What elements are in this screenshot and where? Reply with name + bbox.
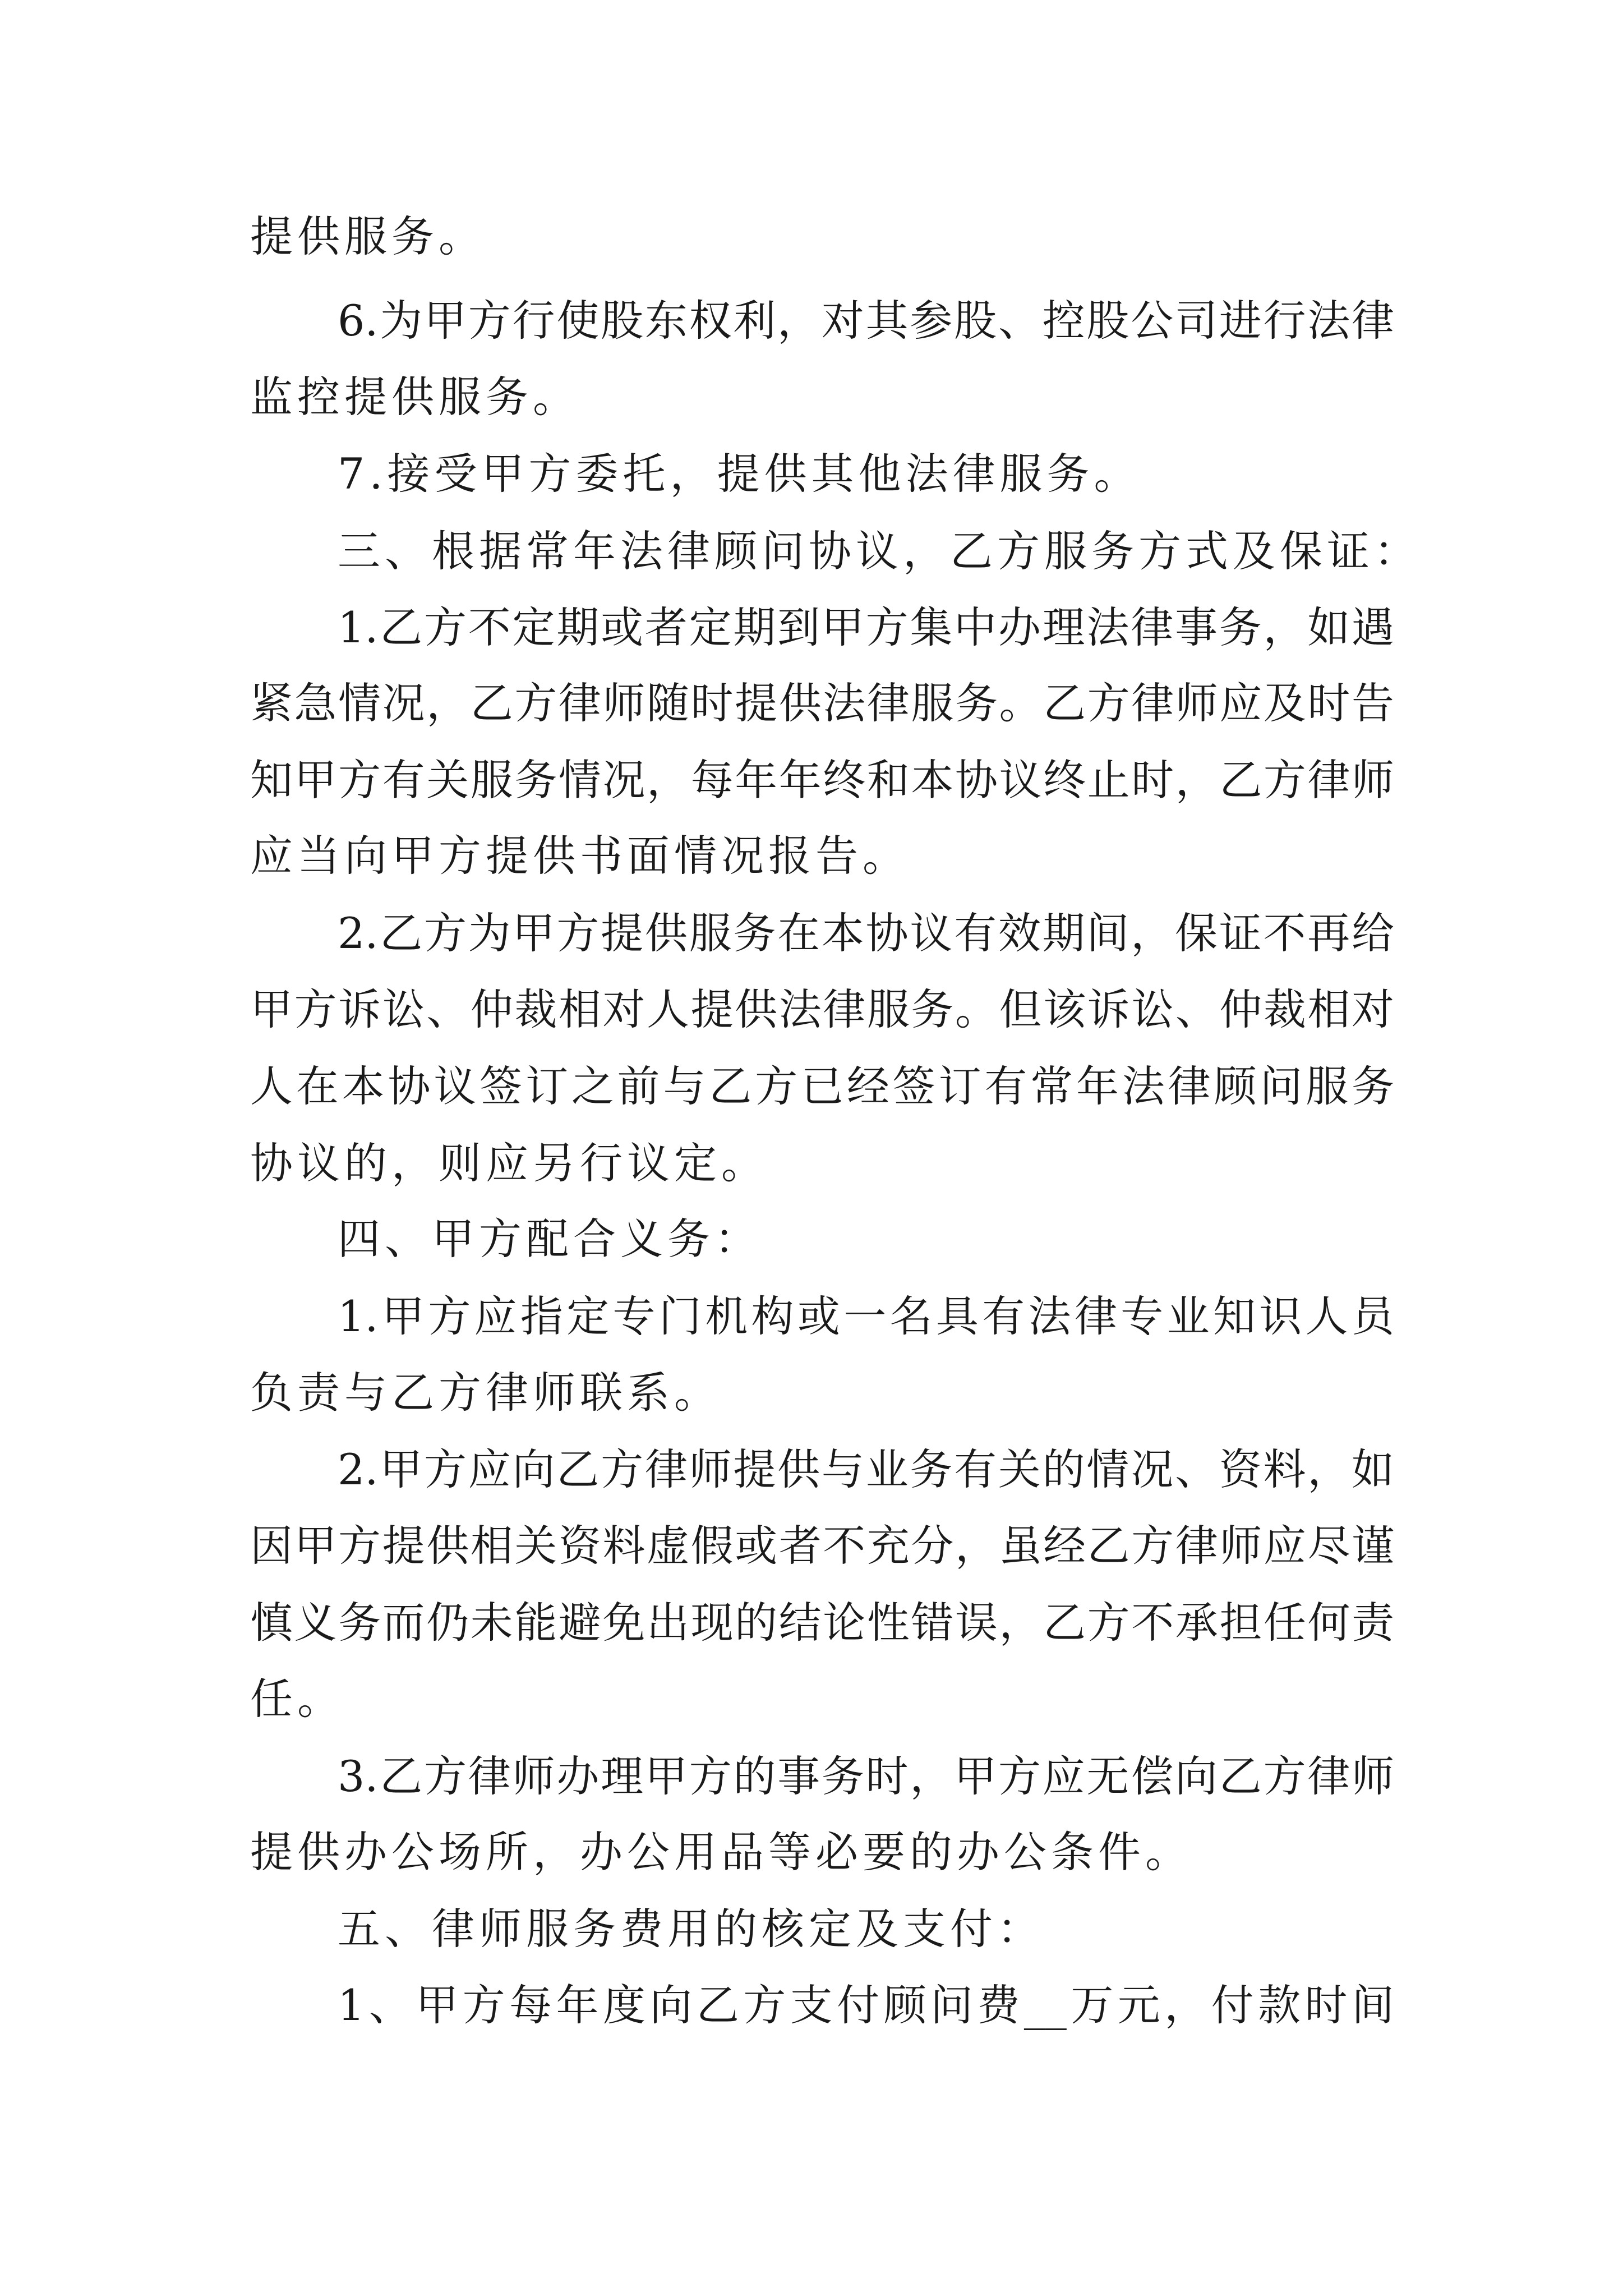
text-line: 6.为甲方行使股东权利，对其参股、控股公司进行法律 (338, 296, 1394, 346)
text-line: 2.甲方应向乙方律师提供与业务有关的情况、资料，如 (338, 1444, 1394, 1494)
text-line: 7.接受甲方委托，提供其他法律服务。 (338, 449, 1141, 499)
text-line: 3.乙方律师办理甲方的事务时，甲方应无偿向乙方律师 (338, 1751, 1394, 1801)
text-line: 因甲方提供相关资料虚假或者不充分，虽经乙方律师应尽谨 (250, 1521, 1394, 1571)
text-line: 协议的，则应另行议定。 (250, 1138, 768, 1188)
text-line: 慎义务而仍未能避免出现的结论性错误，乙方不承担任何责 (250, 1598, 1394, 1648)
section-heading: 五、律师服务费用的核定及支付： (338, 1904, 1044, 1954)
text-line: 2.乙方为甲方提供服务在本协议有效期间，保证不再给 (338, 908, 1394, 958)
text-line: 1、甲方每年度向乙方支付顾问费__万元，付款时间 (338, 1980, 1394, 2030)
text-line: 1.乙方不定期或者定期到甲方集中办理法律事务，如遇 (338, 602, 1394, 652)
text-line: 知甲方有关服务情况，每年年终和本协议终止时，乙方律师 (250, 755, 1394, 805)
section-heading: 四、甲方配合义务： (338, 1214, 762, 1264)
text-line: 紧急情况，乙方律师随时提供法律服务。乙方律师应及时告 (250, 678, 1394, 728)
section-heading: 三、根据常年法律顾问协议，乙方服务方式及保证： (338, 526, 1421, 576)
text-line: 负责与乙方律师联系。 (250, 1368, 721, 1418)
text-line: 甲方诉讼、仲裁相对人提供法律服务。但该诉讼、仲裁相对 (250, 984, 1394, 1034)
text-line: 任。 (250, 1674, 344, 1724)
text-line: 提供服务。 (250, 211, 486, 261)
text-line: 人在本协议签订之前与乙方已经签订有常年法律顾问服务 (250, 1061, 1394, 1111)
text-line: 应当向甲方提供书面情况报告。 (250, 831, 910, 881)
text-line: 监控提供服务。 (250, 372, 580, 422)
text-line: 提供办公场所，办公用品等必要的办公条件。 (250, 1827, 1192, 1877)
text-line: 1.甲方应指定专门机构或一名具有法律专业知识人员 (338, 1291, 1394, 1341)
